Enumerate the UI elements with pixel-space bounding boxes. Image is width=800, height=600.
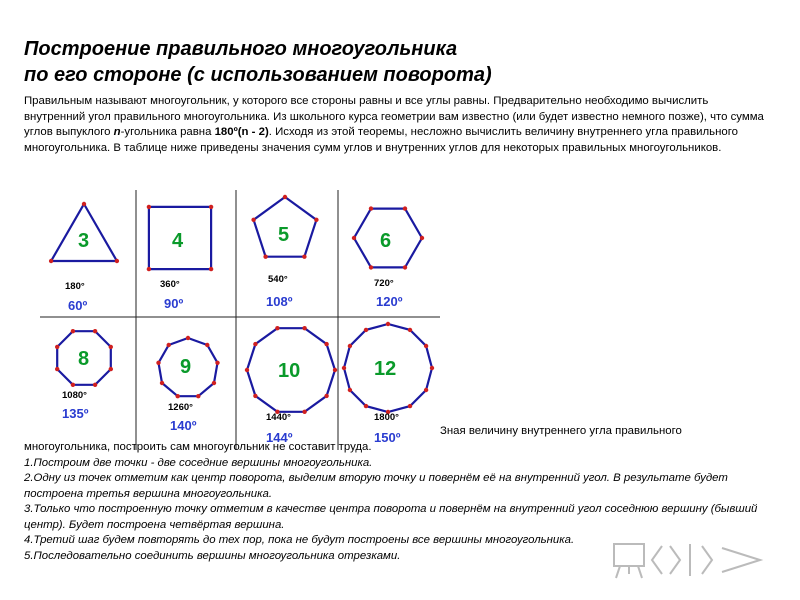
polygon-5-angle-sum: 540° [268,274,288,285]
polygon-12-angle-sum: 1800° [374,412,399,423]
polygon-4-number: 4 [172,230,184,252]
polygon-8-interior-angle: 135º [62,406,89,421]
polygon-5-interior-angle: 108º [266,294,293,309]
polygon-table [40,190,440,450]
polygon-8-number: 8 [78,348,90,370]
polygon-10-number: 10 [278,360,301,382]
polygon-vertex [348,344,352,348]
polygon-12-number: 12 [374,358,397,380]
intro-text-3: . Исходя из этой теоремы, несложно вычислить величину внутреннего угла правильного многоугольника. В таблице ниже приведены значения сумм углов и внутренних углов для некоторых правильных многоугольников. [24,126,738,154]
polygon-vertex [348,388,352,392]
step-3: 3.Только что построенную точку отметим в качестве центра поворота и повернём на внутренний угол соседнюю вершину (бывший центр). Будет построена четвёртая вершина. [24,503,758,531]
polygon-4-angle-sum: 360° [160,279,180,290]
polygon-9-number: 9 [180,356,192,378]
polygon-vertex [364,404,368,408]
step-4: 4.Третий шаг будем повторять до тех пор, пока не будут построены все вершины многоугольника. [24,534,575,546]
polygon-8-angle-sum: 1080° [62,390,87,401]
intro-paragraph [24,94,764,156]
title-line-2: по его стороне (с использованием поворота) [24,64,492,86]
polygon-3-number: 3 [78,230,90,252]
polygon-4-interior-angle: 90º [164,296,184,311]
logo-icon [610,540,770,580]
polygon-12-interior-angle: 150º [374,430,401,445]
polygon-3-angle-sum: 180° [65,281,85,292]
polygon-vertex [408,404,412,408]
intro-formula: 180º(n - 2) [214,126,269,138]
polygon-vertex [342,366,346,370]
step-2: 2.Одну из точек отметим как центр поворота, выделим вторую точку и повернём её на внутренний угол. В результате будет построена третья вершина многоугольника. [24,472,728,500]
polygon-10-angle-sum: 1440° [266,412,291,423]
polygon-vertex [430,366,434,370]
intro-text-1: Правильным называют многоугольник, у которого все стороны равны и все углы равны. Предварительно необходимо вычислить внутренний угол правильного многоугольника. Из школьного курса геометрии вам известно (или будет известно немного позже), что сумма углов выпуклого [24,95,764,138]
polygon-vertex [364,328,368,332]
polygon-vertex [424,344,428,348]
step-5: 5.Последовательно соединить вершины многоугольника отрезками. [24,549,401,562]
presentation-easel-logo [610,540,770,580]
lead-text-right: Зная величину внутреннего угла правильного [440,425,682,437]
polygon-vertex [408,328,412,332]
polygon-vertex [386,322,390,326]
lead-text-left: многоугольника, построить сам многоугольник не составит труда. [24,441,372,453]
polygon-6-number: 6 [380,230,392,252]
page-title [24,36,624,88]
polygon-3-interior-angle: 60º [68,298,88,313]
title-line-1: Построение правильного многоугольника [24,38,458,60]
polygon-10-interior-angle: 144º [266,430,293,445]
polygon-9-angle-sum: 1260° [168,402,193,413]
polygon-6-interior-angle: 120º [376,294,403,309]
polygon-9-interior-angle: 140º [170,418,197,433]
intro-n: n [113,126,121,138]
polygon-5-number: 5 [278,224,290,246]
polygon-6-angle-sum: 720° [374,278,394,289]
intro-text-2: -угольника равна [120,126,215,138]
polygon-vertex [424,388,428,392]
polygon-12-shape [40,190,440,450]
step-1: 1.Построим две точки - две соседние вершины многоугольника. [24,456,373,469]
